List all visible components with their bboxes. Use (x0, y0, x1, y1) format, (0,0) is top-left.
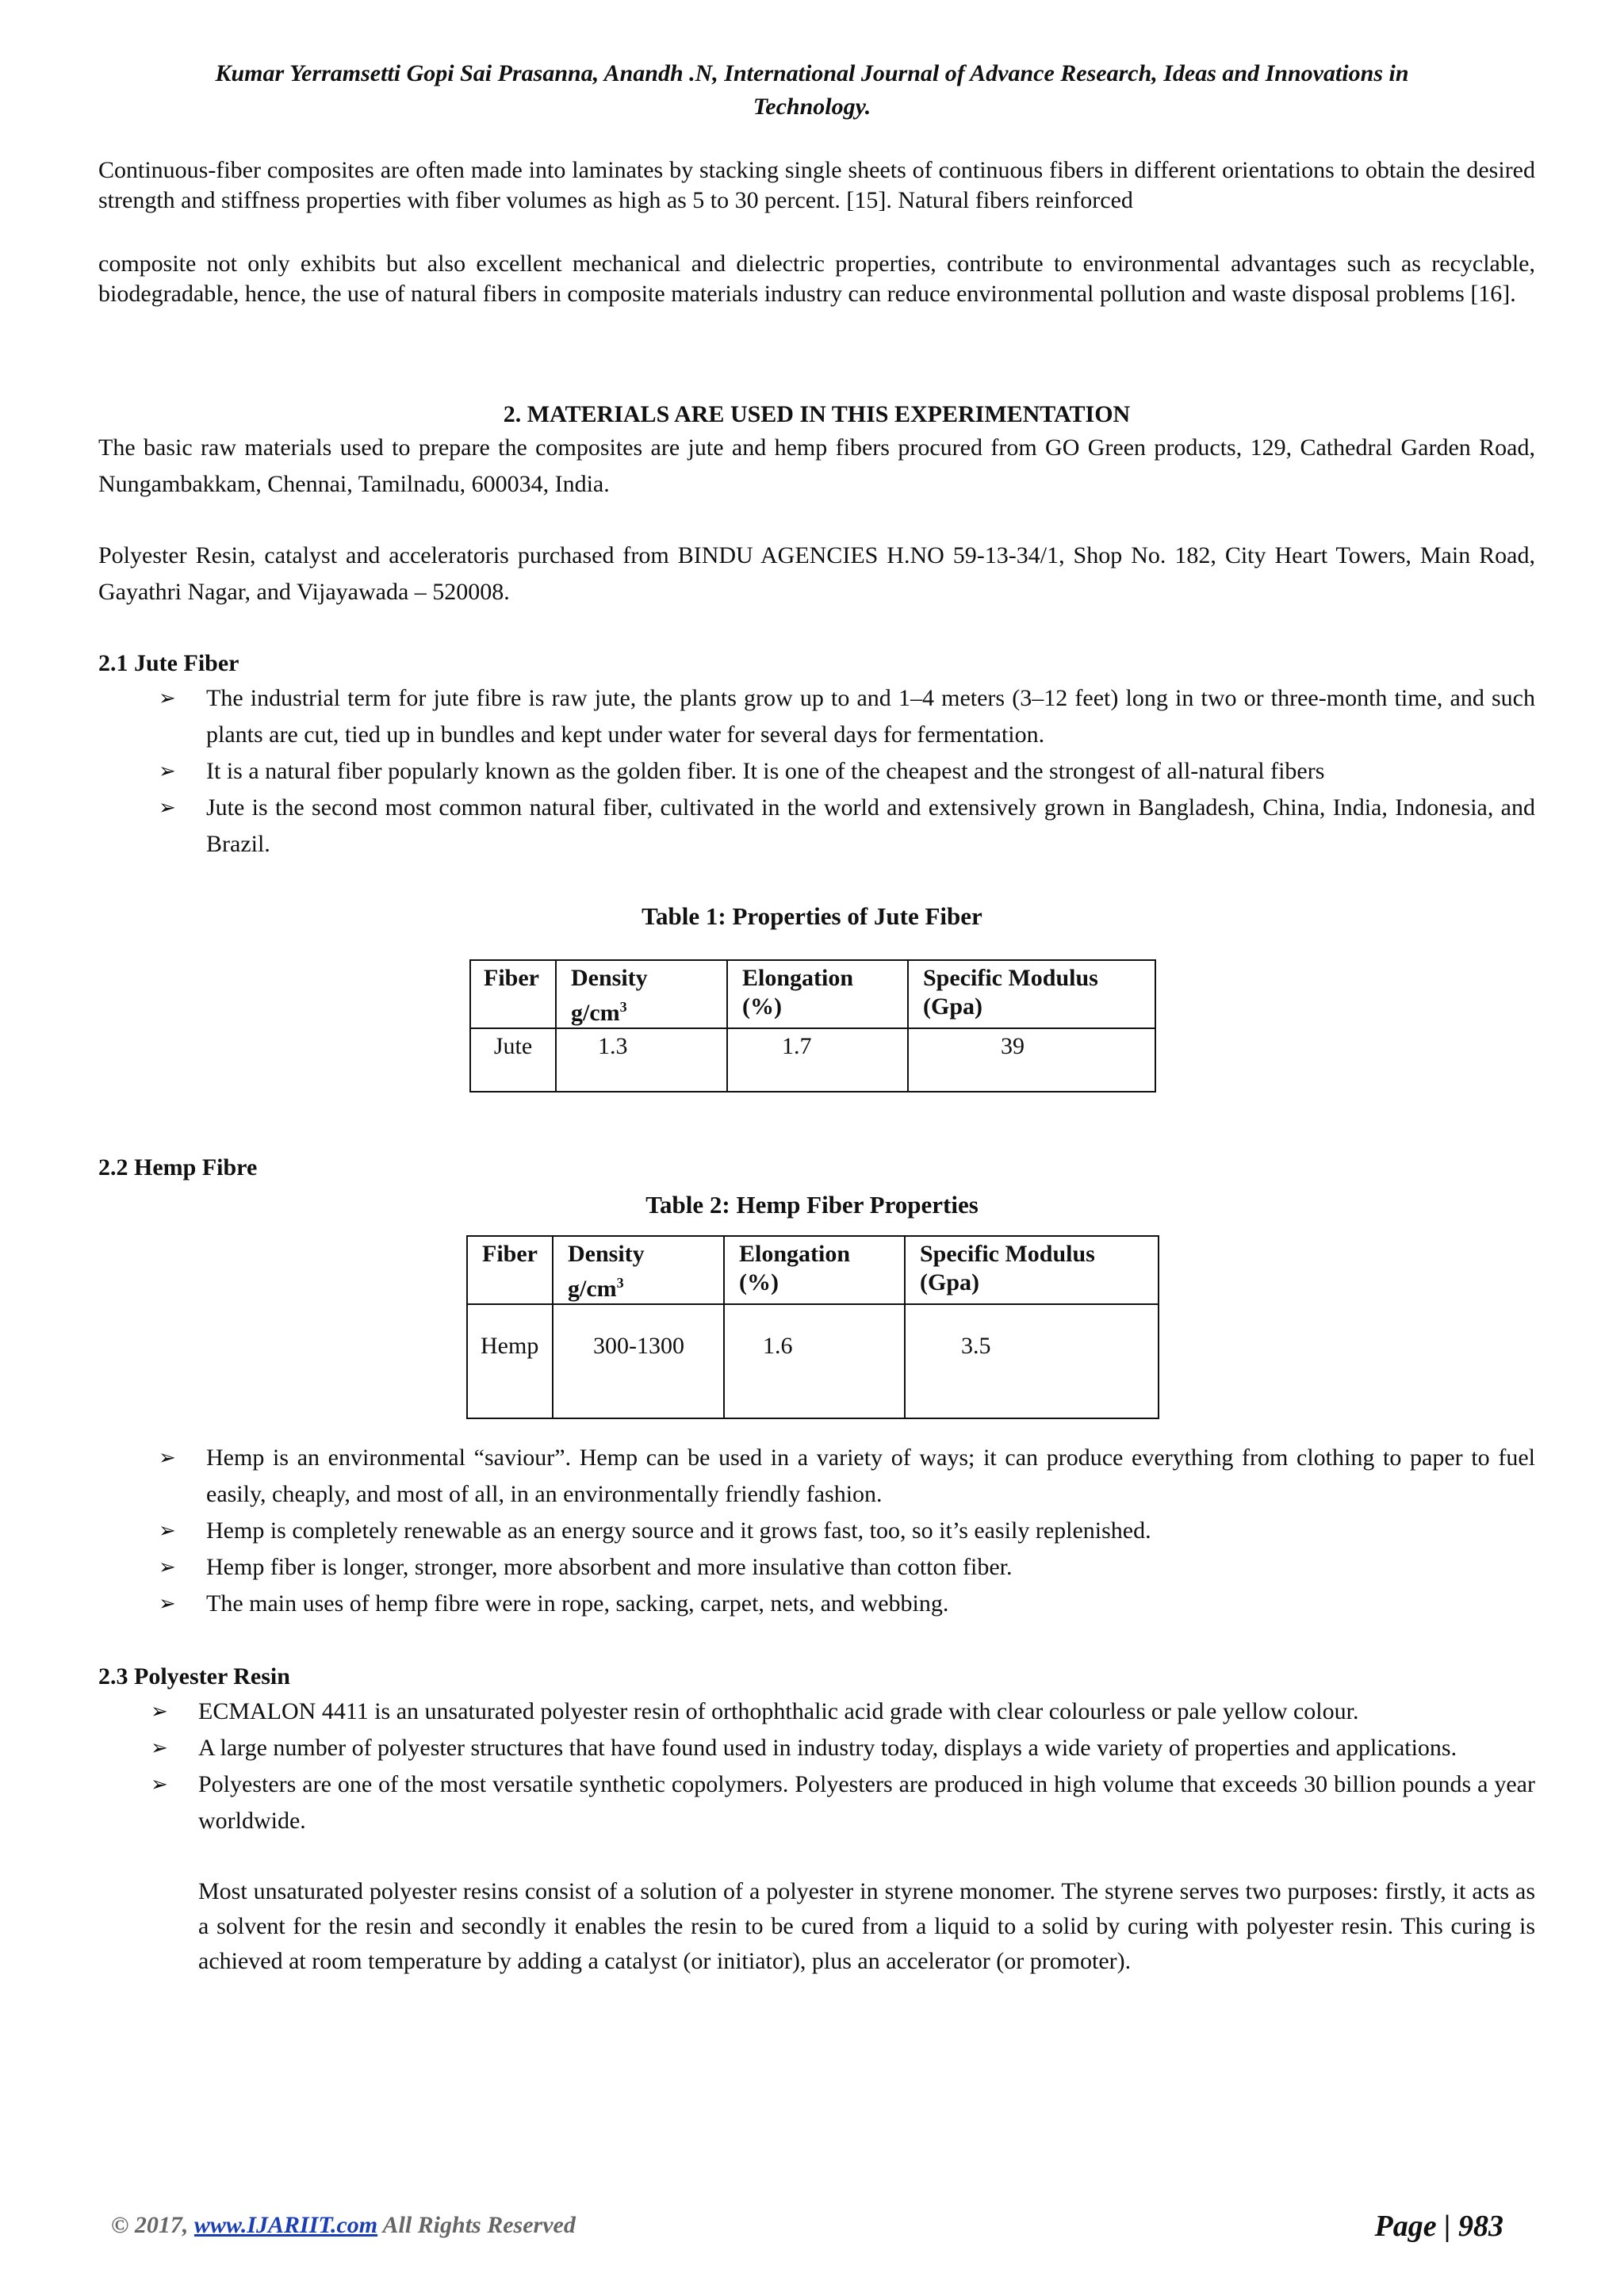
section-2-paragraph-2: Polyester Resin, catalyst and acceleratoris purchased from BINDU AGENCIES H.NO 59-13-34/1, Shop No. 182, City Heart Towers, Main Road, Gayathri Nagar, and Vijayawada – 520008. (98, 542, 1535, 605)
table-row (467, 1304, 1159, 1418)
cell-elongation: 1.6 (724, 1304, 905, 1418)
list-item: ➢ Hemp is completely renewable as an energy source and it grows fast, too, so it’s easily replenished. (159, 1513, 1535, 1549)
arrow-bullet-icon: ➢ (159, 1556, 176, 1579)
col-header-elongation: Elongation (%) (724, 1236, 905, 1304)
subsection-hemp-heading: 2.2 Hemp Fibre (98, 1154, 258, 1181)
table-header-row (470, 960, 1155, 1028)
cell-density: 1.3 (556, 1028, 727, 1092)
site-link[interactable]: www.IJARIIT.com (193, 2212, 378, 2238)
section-2-title: 2. MATERIALS ARE USED IN THIS EXPERIMENTATION (503, 401, 1131, 427)
table-header-row (467, 1236, 1159, 1304)
cell-modulus: 3.5 (905, 1304, 1159, 1418)
intro-paragraph-2: composite not only exhibits but also excellent mechanical and dielectric properties, contribute to environmental advantages such as recyclable, biodegradable, hence, the use of natural fibers in composite materials industry can reduce environmental pollution and waste disposal problems [16]. (98, 251, 1535, 307)
section-2-paragraph-1: The basic raw materials used to prepare the composites are jute and hemp fibers procured from GO Green products, 129, Cathedral Garden Road, Nungambakkam, Chennai, Tamilnadu, 600034, India. (98, 434, 1535, 497)
subsection-jute-heading: 2.1 Jute Fiber (98, 650, 239, 676)
cell-fiber: Hemp (467, 1304, 553, 1418)
list-item: ➢ Hemp is an environmental “saviour”. Hemp can be used in a variety of ways; it can produce everything from clothing to paper to fuel easily, cheaply, and most of all, in an environmentally friendly fashion. (159, 1440, 1535, 1513)
arrow-bullet-icon: ➢ (151, 1773, 168, 1797)
intro-paragraph-1: Continuous-fiber composites are often made into laminates by stacking single sheets of continuous fibers in different orientations to obtain the desired strength and stiffness properties with fiber volumes as high as 5 to 30 percent. [15]. Natural fibers reinforced (98, 157, 1535, 213)
list-item: ➢ ECMALON 4411 is an unsaturated polyester resin of orthophthalic acid grade with clear colourless or pale yellow colour. (151, 1693, 1535, 1730)
arrow-bullet-icon: ➢ (151, 1700, 168, 1724)
polyester-paragraph: Most unsaturated polyester resins consist of a solution of a polyester in styrene monomer. The styrene serves two purposes: firstly, it acts as a solvent for the resin and secondly it enables the resin to be cured from a liquid to a solid by curing with polyester resin. This curing is achieved at room temperature by adding a catalyst (or initiator), plus an accelerator (or promoter). (198, 1878, 1535, 1974)
list-item: ➢ The industrial term for jute fibre is raw jute, the plants grow up to and 1–4 meters (3–12 feet) long in two or three-month time, and such plants are cut, tied up in bundles and kept under water for several days for fermentation. (159, 680, 1535, 753)
list-item: ➢ A large number of polyester structures that have found used in industry today, displays a wide variety of properties and applications. (151, 1730, 1535, 1766)
list-item: ➢ Jute is the second most common natural fiber, cultivated in the world and extensively grown in Bangladesh, China, India, Indonesia, and Brazil. (159, 790, 1535, 863)
copyright-notice: © 2017, www.IJARIIT.com All Rights Reserved (111, 2212, 576, 2238)
cell-modulus: 39 (908, 1028, 1155, 1092)
table-2-caption: Table 2: Hemp Fiber Properties (645, 1191, 979, 1219)
jute-bullet-list (159, 680, 1535, 863)
col-header-modulus: Specific Modulus (Gpa) (905, 1236, 1159, 1304)
cell-density: 300-1300 (553, 1304, 724, 1418)
arrow-bullet-icon: ➢ (159, 760, 176, 783)
hemp-properties-table (466, 1235, 1159, 1419)
col-header-density: Density $g/cm^3$ (556, 960, 727, 1028)
list-item: ➢ The main uses of hemp fibre were in rope, sacking, carpet, nets, and webbing. (159, 1586, 1535, 1622)
col-header-modulus: Specific Modulus (Gpa) (908, 960, 1155, 1028)
header-line-2: Technology. (753, 94, 871, 120)
cell-fiber: Jute (470, 1028, 556, 1092)
arrow-bullet-icon: ➢ (159, 1592, 176, 1616)
subsection-polyester-heading: 2.3 Polyester Resin (98, 1663, 290, 1689)
table-1-caption: Table 1: Properties of Jute Fiber (642, 902, 982, 930)
col-header-fiber: Fiber (467, 1236, 553, 1304)
arrow-bullet-icon: ➢ (159, 796, 176, 820)
table-row (470, 1028, 1155, 1092)
hemp-bullet-list (159, 1440, 1535, 1622)
list-item: ➢ Polyesters are one of the most versatile synthetic copolymers. Polyesters are produced in high volume that exceeds 30 billion pounds a year worldwide. (151, 1766, 1535, 1839)
list-item: ➢ Hemp fiber is longer, stronger, more absorbent and more insulative than cotton fiber. (159, 1549, 1535, 1586)
arrow-bullet-icon: ➢ (151, 1736, 168, 1760)
running-header (103, 57, 1521, 124)
header-line-1: Kumar Yerramsetti Gopi Sai Prasanna, Anandh .N, International Journal of Advance Research, Ideas and Innovations in (215, 60, 1409, 86)
page-number: Page | 983 (1374, 2210, 1503, 2243)
col-header-density: Density $g/cm^3$ (553, 1236, 724, 1304)
arrow-bullet-icon: ➢ (159, 1519, 176, 1543)
polyester-bullet-list (151, 1693, 1535, 1839)
cell-elongation: 1.7 (727, 1028, 908, 1092)
jute-properties-table (469, 959, 1156, 1093)
arrow-bullet-icon: ➢ (159, 1446, 176, 1470)
list-item: ➢ It is a natural fiber popularly known as the golden fiber. It is one of the cheapest and the strongest of all-natural fibers (159, 753, 1535, 790)
col-header-fiber: Fiber (470, 960, 556, 1028)
col-header-elongation: Elongation (%) (727, 960, 908, 1028)
arrow-bullet-icon: ➢ (159, 687, 176, 710)
